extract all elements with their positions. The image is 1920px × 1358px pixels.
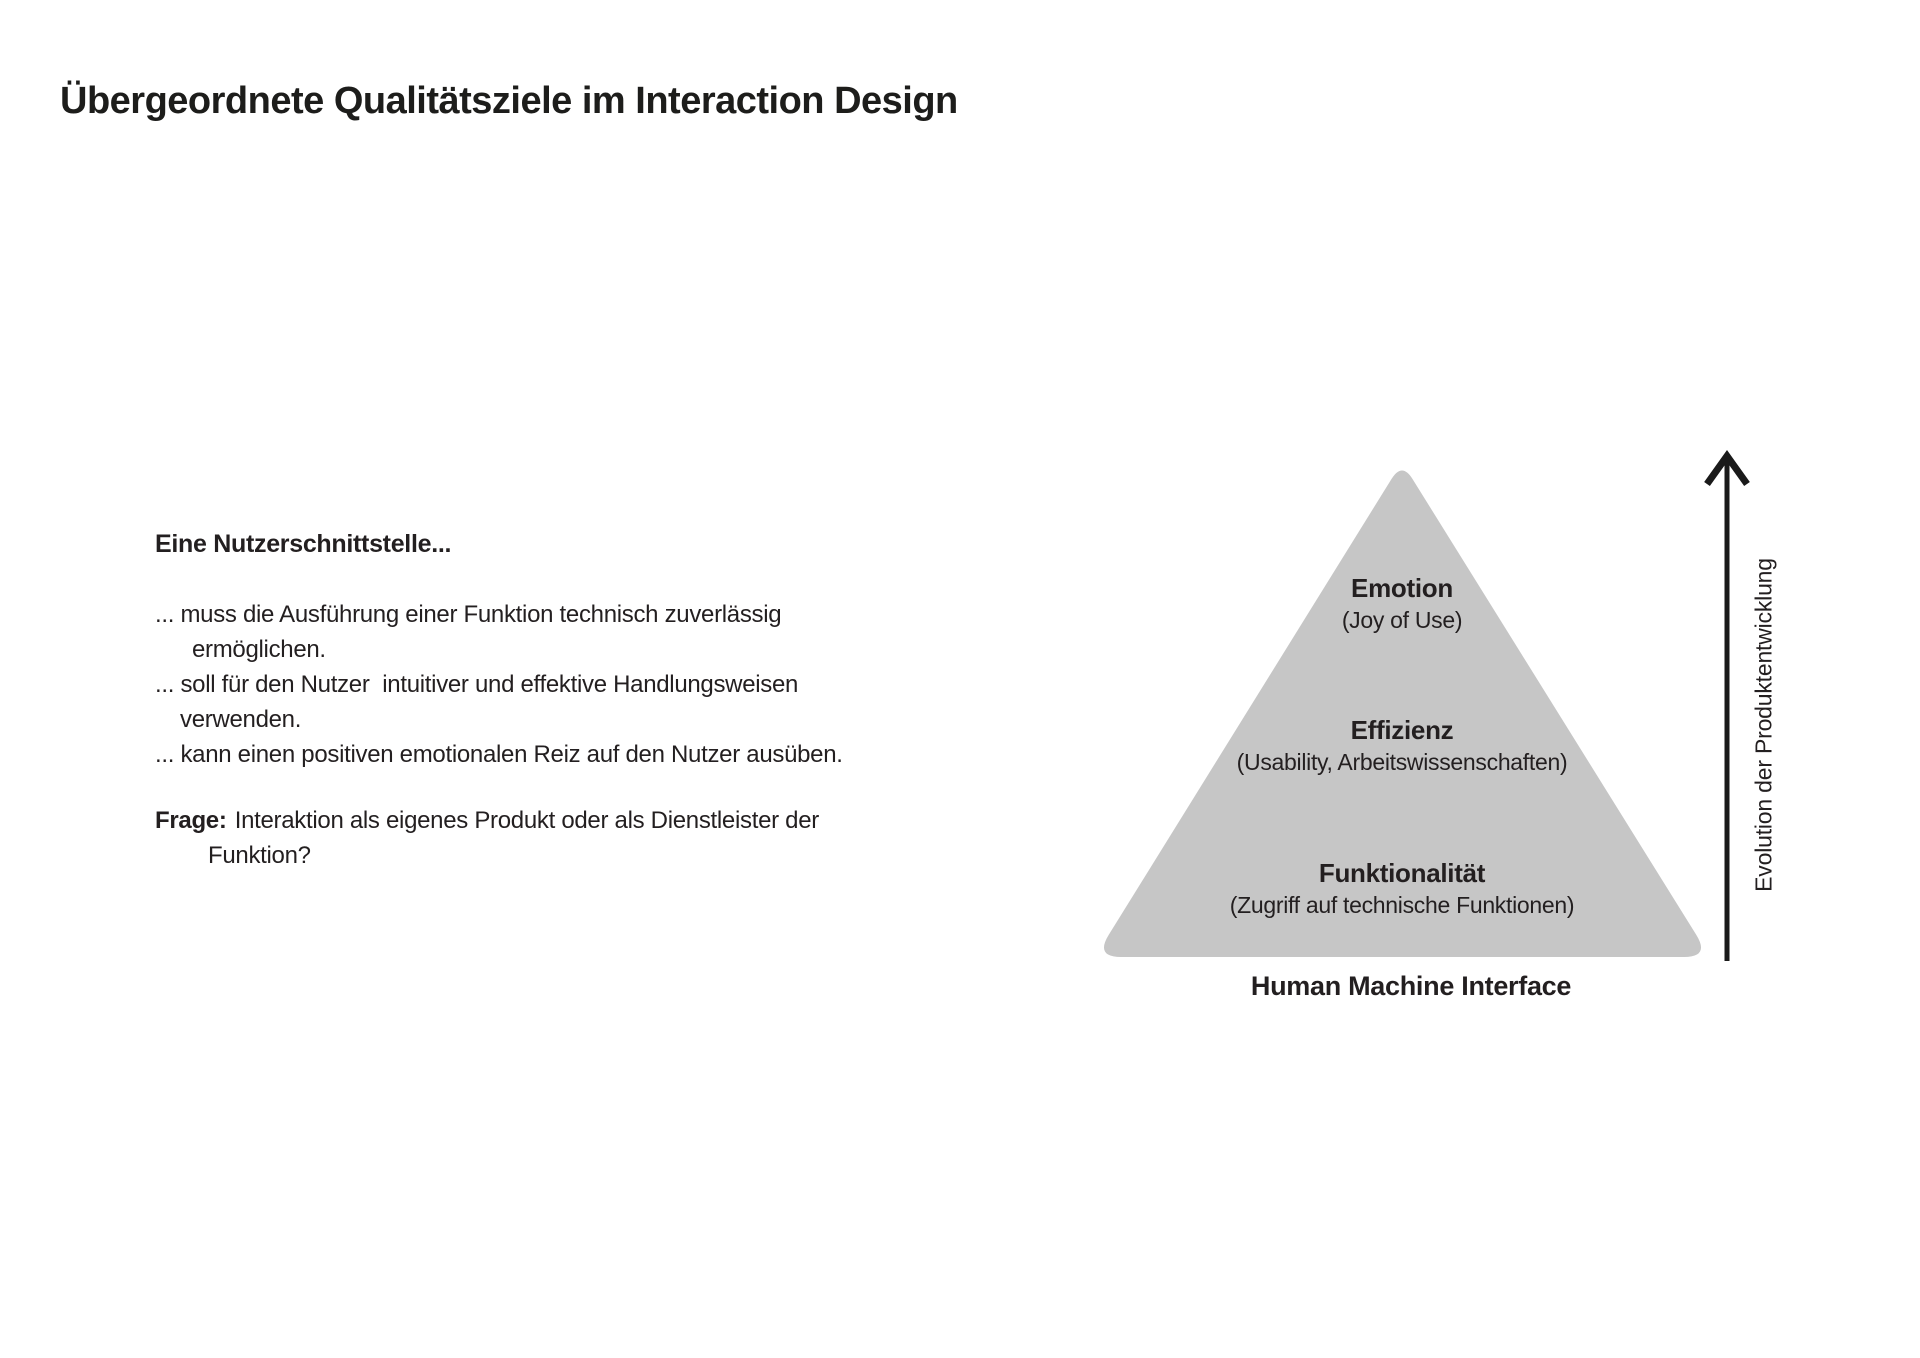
bullet-line-1-cont: ermöglichen. [192, 636, 326, 663]
question-label: Frage: [155, 807, 227, 834]
level-effizienz-subtitle: (Usability, Arbeitswissenschaften) [1236, 749, 1568, 775]
question-text: Interaktion als eigenes Produkt oder als Dienstleister der [234, 807, 819, 834]
question-line-2: Funktion? [208, 842, 311, 869]
page-title: Übergeordnete Qualitätsziele im Interaction Design [60, 80, 958, 123]
pyramid-level-effizienz [1082, 714, 1722, 777]
bullet-line-2: ... soll für den Nutzer intuitiver und effektive Handlungsweisen [155, 671, 799, 698]
level-funktionalitaet-title: Funktionalität [1318, 858, 1486, 888]
level-emotion-title: Emotion [1351, 573, 1453, 603]
bullet-line-2-cont: verwenden. [180, 706, 302, 733]
level-funktionalitaet-subtitle: (Zugriff auf technische Funktionen) [1229, 892, 1575, 918]
pyramid-level-emotion [1082, 572, 1722, 635]
text-panel-heading: Eine Nutzerschnittstelle... [155, 530, 452, 558]
bullet-line-3: ... kann einen positiven emotionalen Reiz auf den Nutzer ausüben. [155, 741, 843, 768]
level-effizienz-title: Effizienz [1350, 715, 1454, 745]
level-emotion-subtitle: (Joy of Use) [1341, 607, 1463, 633]
pyramid-level-funktionalitaet [1082, 857, 1722, 920]
pyramid-caption: Human Machine Interface [1250, 971, 1572, 1001]
evolution-axis-label: Evolution der Produktentwicklung [1750, 558, 1777, 892]
bullet-line-1: ... muss die Ausführung einer Funktion technisch zuverlässig [155, 601, 782, 628]
